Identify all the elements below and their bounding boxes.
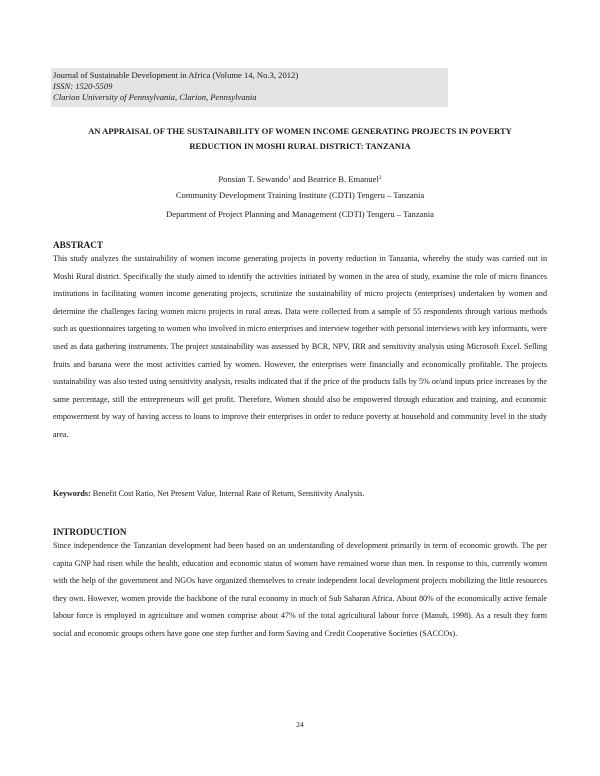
journal-name: Journal of Sustainable Development in Africa (Volume 14, No.3, 2012) bbox=[53, 70, 299, 80]
abstract-heading: ABSTRACT bbox=[53, 240, 104, 250]
affiliation-2: Department of Project Planning and Management (CDTI) Tengeru – Tanzania bbox=[166, 209, 434, 219]
author-2-affiliation-mark: 2 bbox=[378, 175, 382, 181]
author-list bbox=[60, 173, 540, 184]
paper-title-line-2: REDUCTION IN MOSHI RURAL DISTRICT: TANZANIA bbox=[189, 141, 411, 151]
page-number: 24 bbox=[296, 720, 304, 729]
author-1: Ponsian T. Sewando bbox=[218, 174, 289, 184]
journal-issn: ISSN: 1520-5509 bbox=[53, 81, 113, 92]
author-1-affiliation-mark: 1 bbox=[288, 175, 291, 181]
author-2: Beatrice B. Emanuel bbox=[307, 174, 379, 184]
journal-header bbox=[51, 68, 448, 107]
paper-title bbox=[60, 124, 540, 154]
keywords-text: Benefit Cost Ratio, Net Present Value, Internal Rate of Return, Sensitivity Analysis. bbox=[90, 489, 365, 498]
journal-publisher: Clarion University of Pennsylvania, Clarion, Pennsylvania bbox=[53, 92, 257, 103]
keywords bbox=[53, 488, 547, 499]
introduction-body: Since independence the Tanzanian development had been based on an understanding of development primarily in term of economic growth. The per capita GNP had risen while the health, education and economic status of women have remained worse than men. In response to this, currently women with the help of the government and NGOs have organized themselves to create independent local development projects mobilizing the little resources they own. However, women provide the backbone of the rural economy in much of Sub Saharan Africa. About 80% of the economically active female labour force is employed in agriculture and women comprise about 47% of the total agricultural labour force (Manuh, 1998). As a result they form social and economic groups others have gone one step further and form Saving and Credit Cooperative Societies (SACCOs). bbox=[53, 541, 547, 638]
author-conjunction: and bbox=[290, 174, 308, 184]
abstract-body: This study analyzes the sustainability of women income generating projects in poverty reduction in Tanzania, whereby the study was carried out in Moshi Rural district. Specifically the study aimed to identify the activities initiated by women in the area of study, examine the role of micro finances institutions in facilitating women income generating projects, scrutinize the sustainability of micro projects (enterprises) undertaken by women and determine the challenges facing women micro projects in rural areas. Data were collected from a sample of 55 respondents through various methods such as questionnaires targeting to women who involved in micro enterprises and interview together with personal interviews with key informants, were used as data gathering instruments. The project sustainability was assessed by BCR, NPV, IRR and sensitivity analysis using Microsoft Excel. Selling fruits and banana were the most activities carried by women. However, the enterprises were financially and economically profitable. The projects sustainability was also tested using sensitivity analysis, results indicated that if the price of the products falls by 5% or/and inputs price increases by the same percentage, still the entrepreneurs will get profit. Therefore, Women should also be empowered through education and training, and economic empowerment by way of having access to loans to improve their enterprises in order to reduce poverty at household and community level in the study area. bbox=[53, 254, 547, 439]
introduction-heading: INTRODUCTION bbox=[53, 527, 127, 537]
paper-title-line-1: AN APPRAISAL OF THE SUSTAINABILITY OF WOMEN INCOME GENERATING PROJECTS IN POVERTY bbox=[88, 126, 512, 136]
affiliation-1: Community Development Training Institute (CDTI) Tengeru – Tanzania bbox=[175, 190, 425, 200]
keywords-label: Keywords: bbox=[53, 489, 91, 498]
